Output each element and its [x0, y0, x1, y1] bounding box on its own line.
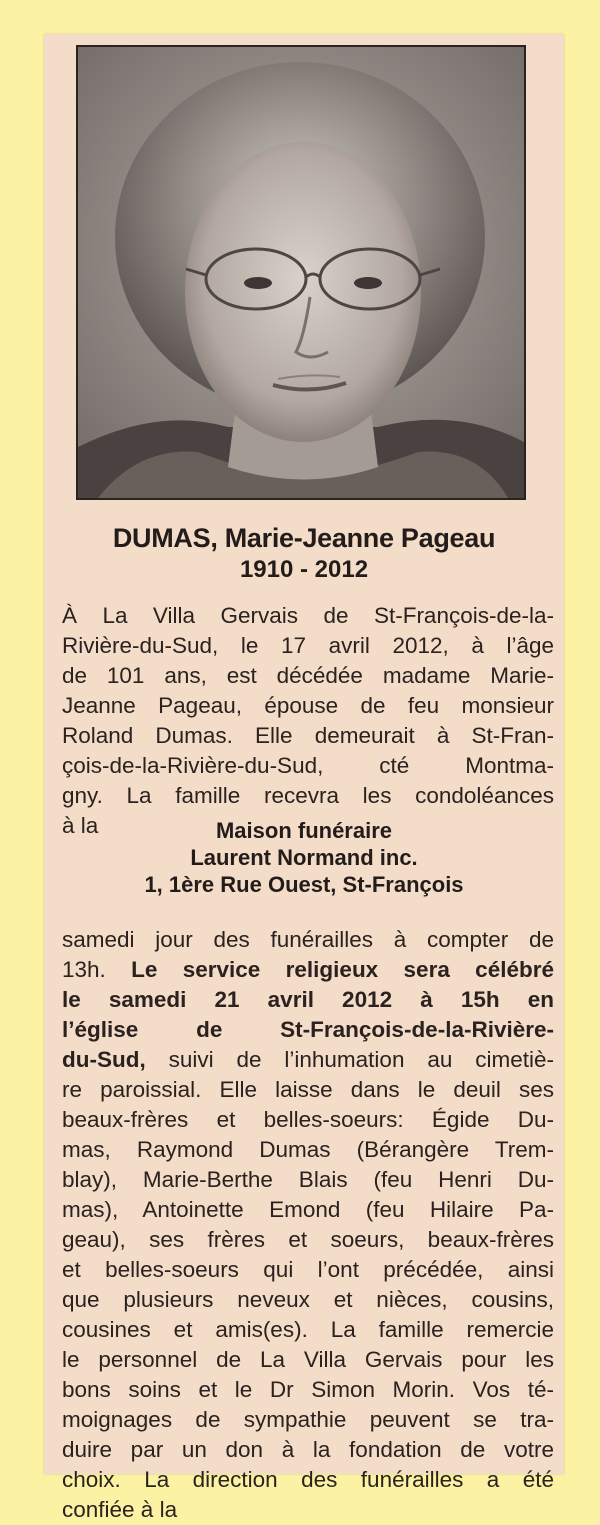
body-line [62, 1045, 554, 1075]
body-line [62, 925, 554, 955]
body-line-text: cousines et amis(es). La famille remercie [62, 1317, 554, 1342]
body-line [62, 1315, 554, 1345]
body-line [62, 1225, 554, 1255]
body-line [62, 1435, 554, 1465]
body-line [62, 1015, 554, 1045]
intro-line: gny. La famille recevra les condoléances [62, 783, 554, 808]
funeral-home-company: Laurent Normand inc. [190, 845, 418, 870]
body-line [62, 1075, 554, 1105]
deceased-name: DUMAS, Marie-Jeanne Pageau [112, 523, 496, 553]
body-line [62, 1495, 554, 1525]
body-line-text: choix. La direction des funérailles a été [62, 1467, 554, 1492]
funeral-home-name: Maison funéraire [215, 818, 393, 843]
body-line-text: moignages de sympathie peuvent se tra- [62, 1407, 554, 1432]
intro-line: de 101 ans, est décédée madame Marie- [62, 663, 554, 688]
body-line-text: samedi jour des funérailles à compter de [62, 927, 554, 952]
body-line-text: blay), Marie-Berthe Blais (feu Henri Du- [62, 1167, 554, 1192]
body-line-text: mas, Raymond Dumas (Bérangère Trem- [62, 1137, 554, 1162]
body-line [62, 1465, 554, 1495]
body-line-text: et belles-soeurs qui l’ont précédée, ainsi [62, 1257, 554, 1282]
body-line [62, 1165, 554, 1195]
body-line-text: que plusieurs neveux et nièces, cousins, [62, 1287, 554, 1312]
body-line [62, 1195, 554, 1225]
body-line-bold: le samedi 21 avril 2012 à 15h en [62, 987, 554, 1012]
portrait-photo [76, 45, 526, 500]
body-line-text: geau), ses frères et soeurs, beaux-frères [62, 1227, 554, 1252]
intro-line: À La Villa Gervais de St-François-de-la- [62, 603, 554, 628]
intro-line: à la [62, 813, 99, 838]
funeral-home-block [44, 817, 564, 898]
intro-line: Roland Dumas. Elle demeurait à St-Fran- [62, 723, 554, 748]
funeral-home-address: 1, 1ère Rue Ouest, St-François [144, 872, 464, 897]
body-line-text: re paroissial. Elle laisse dans le deuil ses [62, 1077, 554, 1102]
body-line-text: mas), Antoinette Emond (feu Hilaire Pa- [62, 1197, 554, 1222]
body-line-text: confiée à la [62, 1497, 178, 1522]
body-line [62, 1135, 554, 1165]
body-line-bold: Le service religieux sera célébré [131, 957, 554, 982]
body-line-text: bons soins et le Dr Simon Morin. Vos té- [62, 1377, 554, 1402]
body-line-bold: du-Sud, [62, 1047, 146, 1072]
body-line-text: 13h. [62, 957, 132, 982]
body-line-text: suivi de l’inhumation au cimetiè- [145, 1047, 554, 1072]
body-line [62, 1285, 554, 1315]
body-line-text: beaux-frères et belles-soeurs: Égide Du- [62, 1107, 554, 1132]
intro-line: Rivière-du-Sud, le 17 avril 2012, à l’âge [62, 633, 554, 658]
body-line [62, 1405, 554, 1435]
body-line [62, 1345, 554, 1375]
intro-line: çois-de-la-Rivière-du-Sud, cté Montma- [62, 753, 554, 778]
life-years: 1910 - 2012 [239, 556, 369, 583]
body-line [62, 955, 554, 985]
body-line-text: le personnel de La Villa Gervais pour les [62, 1347, 554, 1372]
body-line [62, 985, 554, 1015]
body-paragraph [62, 925, 554, 1525]
body-line-text: duire par un don à la fondation de votre [62, 1437, 554, 1462]
body-line [62, 1255, 554, 1285]
intro-paragraph [62, 601, 554, 841]
intro-line: Jeanne Pageau, épouse de feu monsieur [62, 693, 554, 718]
body-line [62, 1105, 554, 1135]
body-line-bold: l’église de St-François-de-la-Rivière- [62, 1017, 554, 1042]
body-line [62, 1375, 554, 1405]
